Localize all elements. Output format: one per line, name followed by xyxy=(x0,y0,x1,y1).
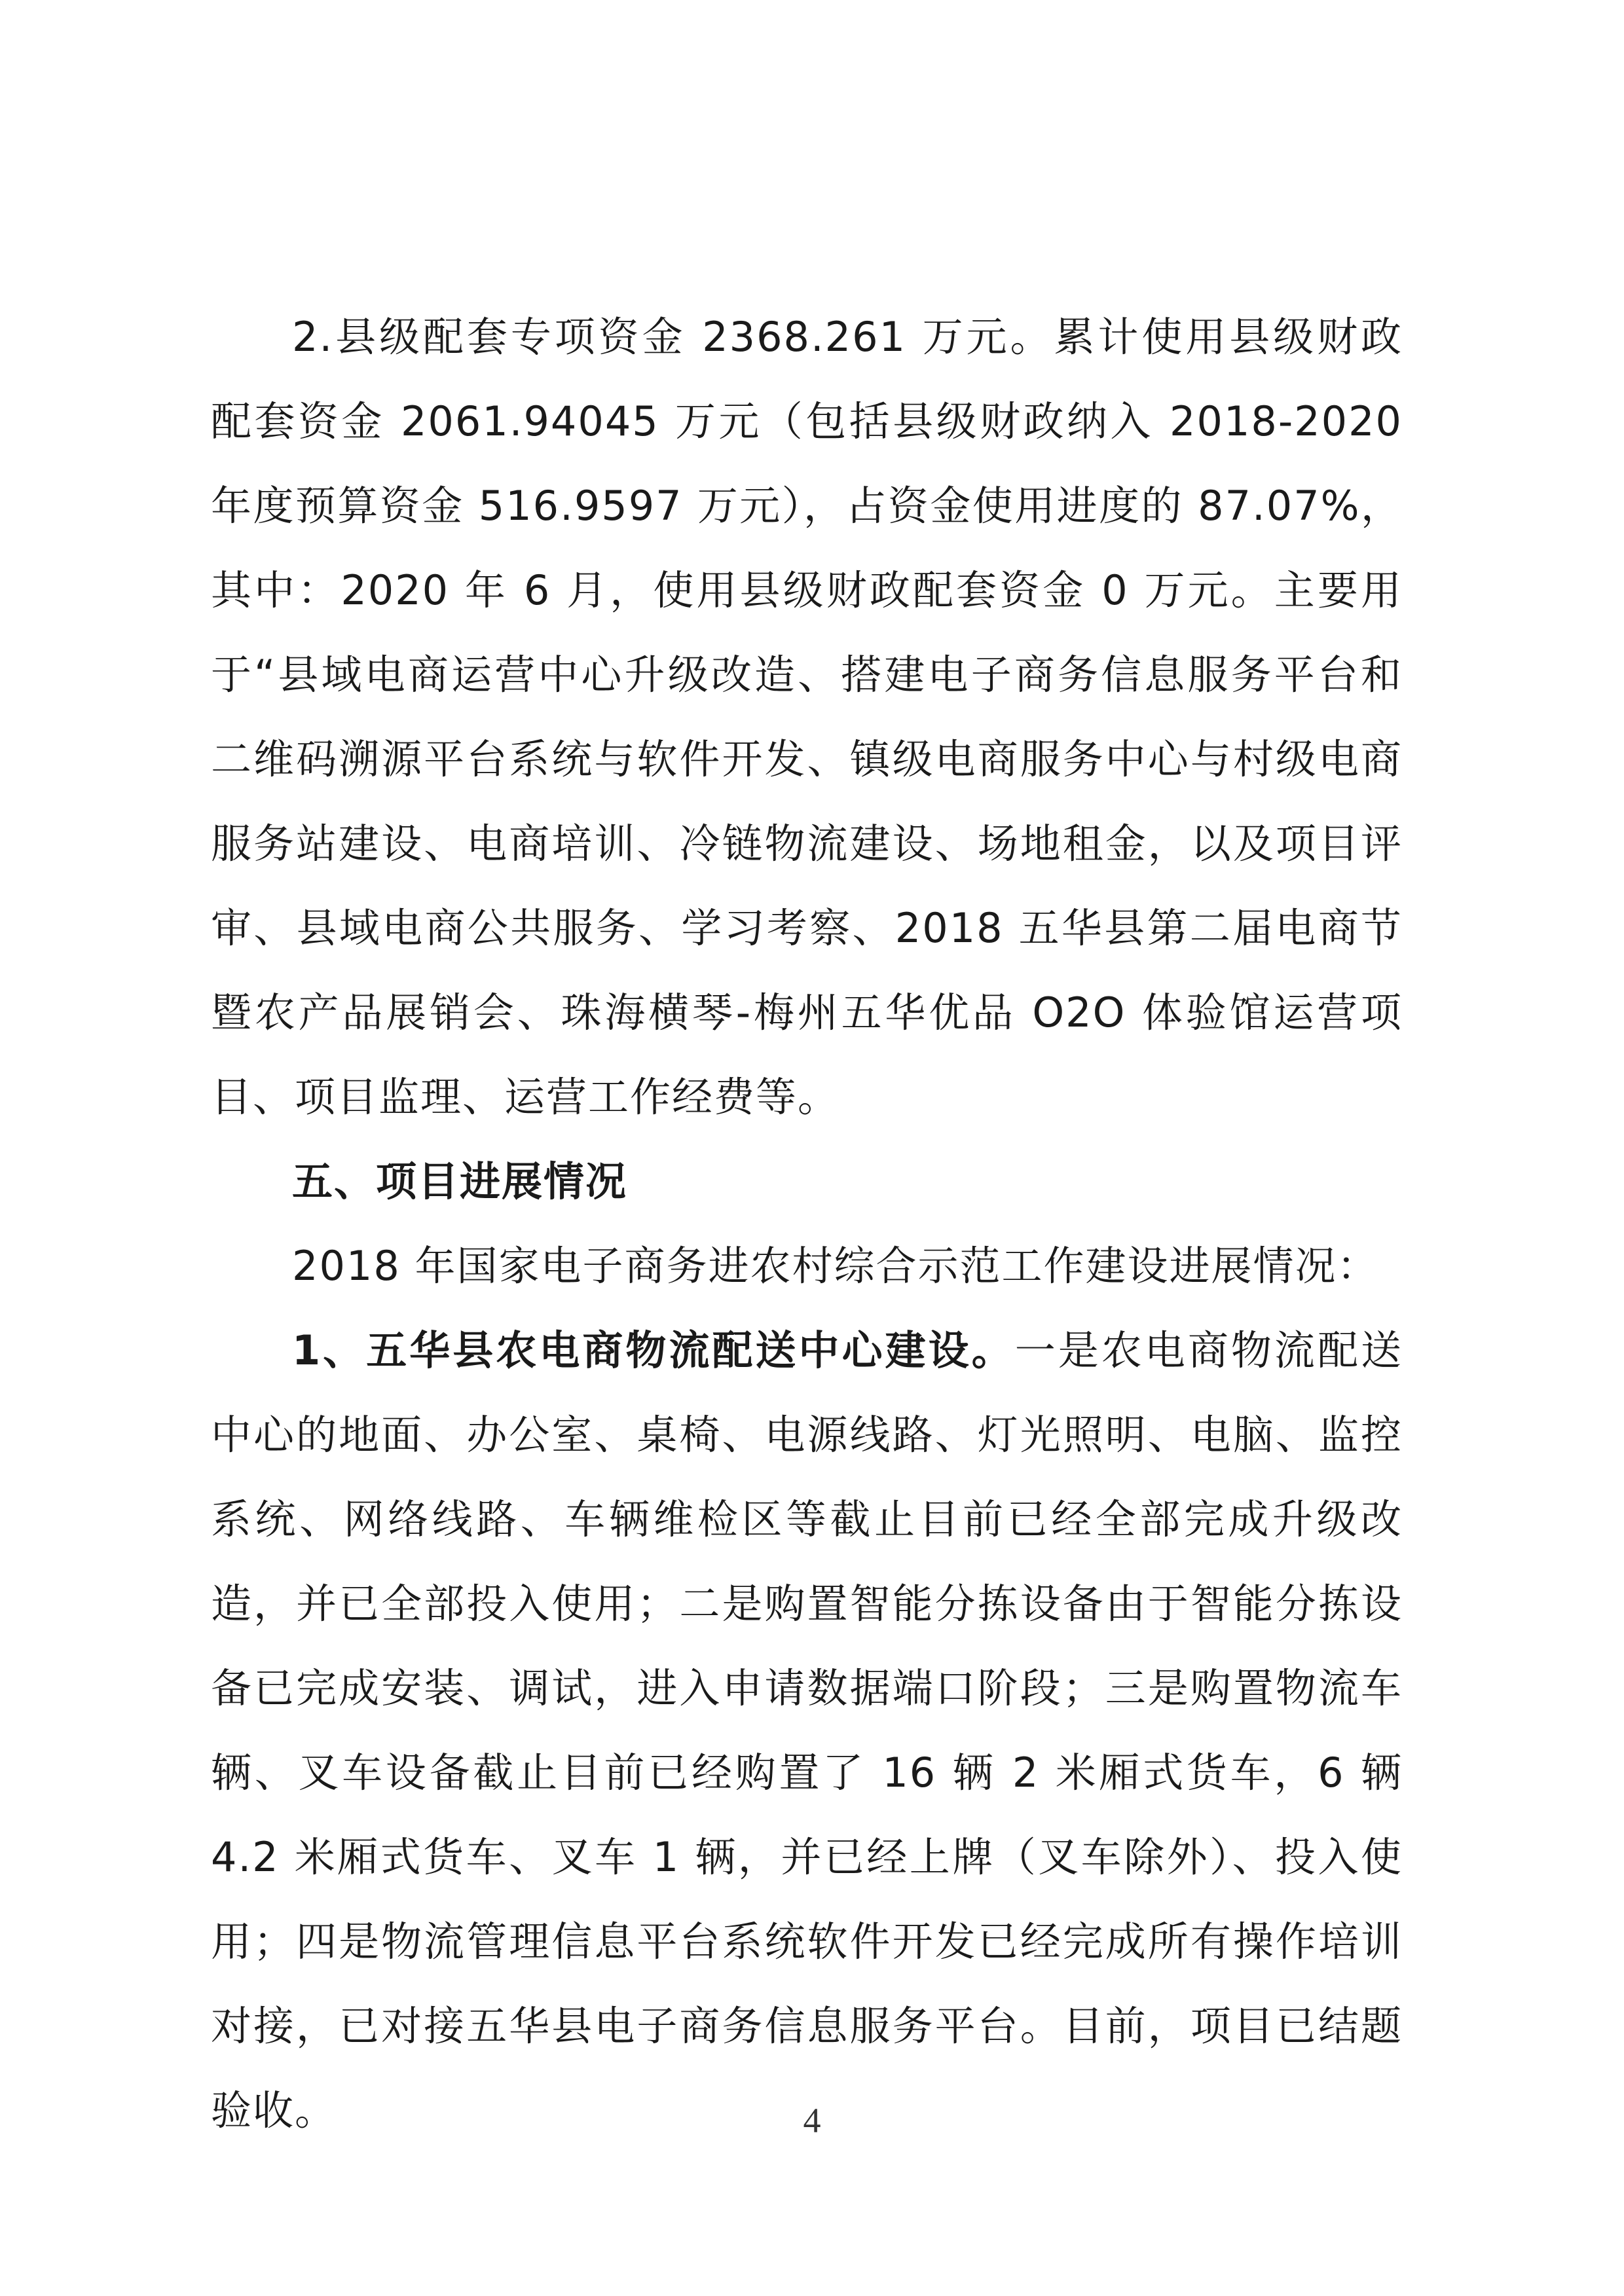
paragraph-county-funds: 2.县级配套专项资金 2368.261 万元。累计使用县级财政配套资金 2061.94045 万元（包括县级财政纳入 2018-2020 年度预算资金 516.9597 万元），占资金使用进度的 87.07%，其中：2020 年 6 月，使用县级财政配套资金 0 万元。主要用于“县域电商运营中心升级改造、搭建电子商务信息服务平台和二维码溯源平台系统与软件开发、镇级电商服务中心与村级电商服务站建设、电商培训、冷链物流建设、场地租金，以及项目评审、县域电商公共服务、学习考察、2018 五华县第二届电商节暨农产品展销会、珠海横琴-梅州五华优品 O2O 体验馆运营项目、项目监理、运营工作经费等。 xyxy=(211,313,1403,1121)
document-body xyxy=(211,295,1403,2153)
page-number: 4 xyxy=(803,2101,821,2140)
paragraph-item-1 xyxy=(211,1308,1403,2153)
section-heading: 五、项目进展情况 xyxy=(292,1157,628,1205)
item-1-lead: 1、五华县农电商物流配送中心建设。 xyxy=(292,1326,1015,1374)
item-1-body: 一是农电商物流配送中心的地面、办公室、桌椅、电源线路、灯光照明、电脑、监控系统、网络线路、车辆维检区等截止目前已经全部完成升级改造，并已全部投入使用；二是购置智能分拣设备由于智能分拣设备已完成安装、调试，进入申请数据端口阶段；三是购置物流车辆、叉车设备截止目前已经购置了 16 辆 2 米厢式货车，6 辆 4.2 米厢式货车、叉车 1 辆，并已经上牌（叉车除外）、投入使用；四是物流管理信息平台系统软件开发已经完成所有操作培训对接，已对接五华县电子商务信息服务平台。目前，项目已结题验收。 xyxy=(211,1326,1403,2134)
paragraph-progress-intro: 2018 年国家电子商务进农村综合示范工作建设进展情况： xyxy=(292,1242,1379,1290)
